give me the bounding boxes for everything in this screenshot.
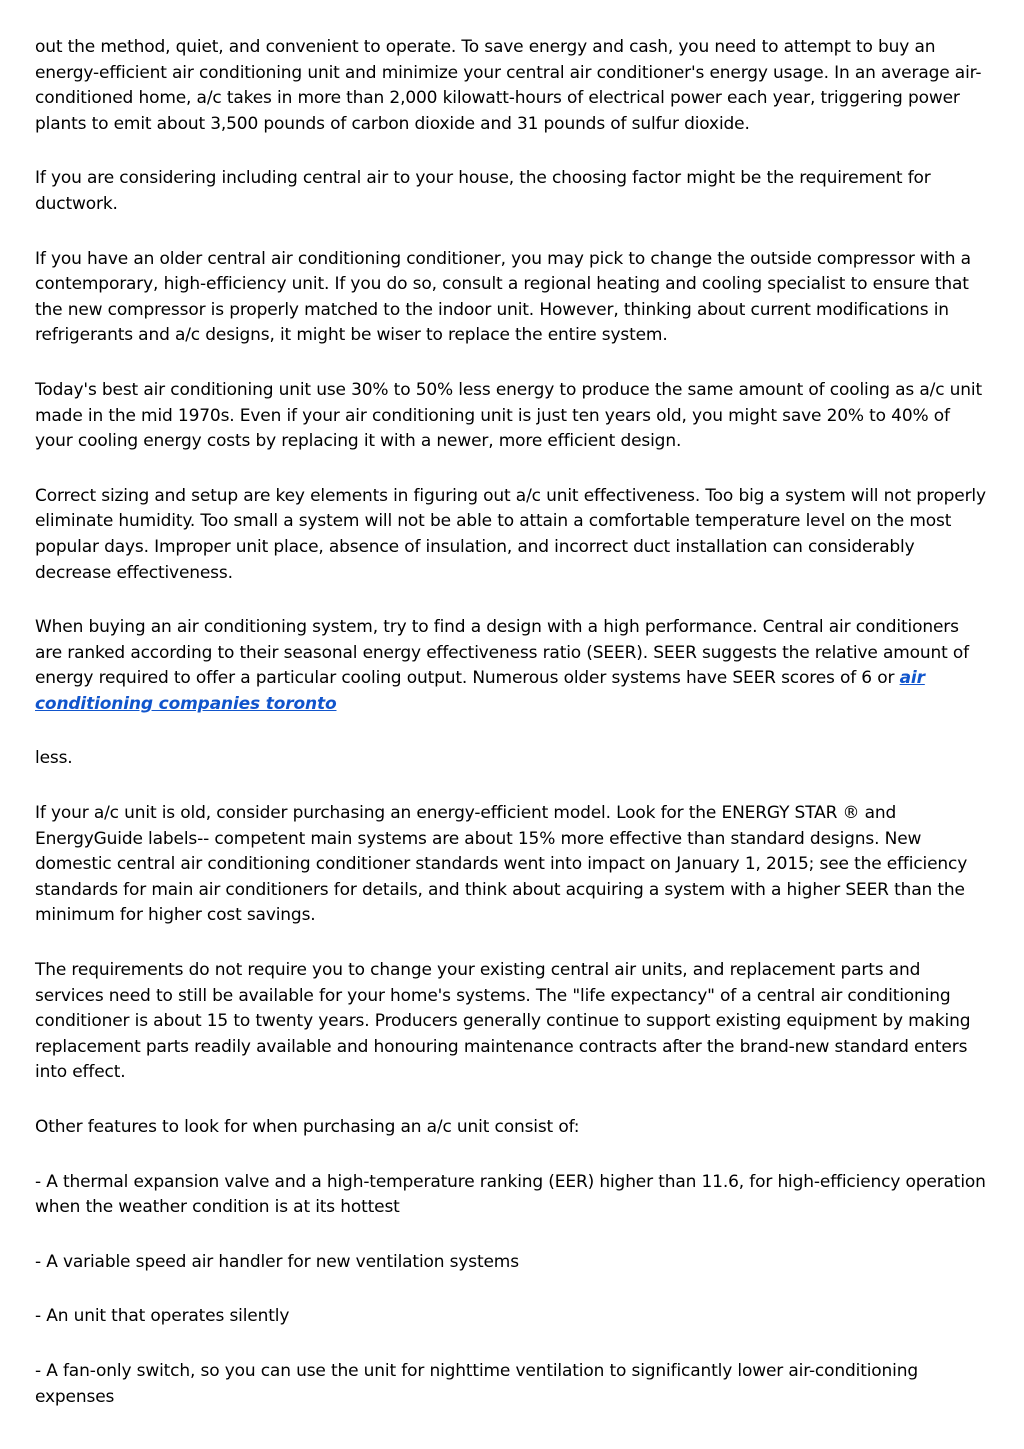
list-item-silent-unit: - An unit that operates silently bbox=[35, 1306, 290, 1327]
paragraph-energy-star: If your a/c unit is old, consider purchasing an energy-efficient model. Look for the ENERGY STAR ® and EnergyGuide labels-- competent main systems are about 15% more effective than standard designs. New domestic central air conditioning conditioner standards went into impact on January 1, 2015; see the efficiency standards for main air conditioners for details, and think about acquiring a system with a higher SEER than the minimum for higher cost savings. bbox=[35, 803, 968, 926]
document-body bbox=[35, 35, 989, 1439]
paragraph-sizing: Correct sizing and setup are key elements in figuring out a/c unit effectiveness. Too big a system will not properly eliminate humidity. Too small a system will not be able to attain a comfortable temperature level on the most popular days. Improper unit place, absence of insulation, and incorrect duct installation can considerably decrease effectiveness. bbox=[35, 485, 986, 583]
list-item-expansion-valve: - A thermal expansion valve and a high-temperature ranking (EER) higher than 11.6, for high-efficiency operation when the weather condition is at its hottest bbox=[35, 1171, 986, 1218]
paragraph-features-intro: Other features to look for when purchasing an a/c unit consist of: bbox=[35, 1117, 580, 1137]
paragraph-less: less. bbox=[35, 748, 73, 769]
paragraph-seer-text: When buying an air conditioning system, try to find a design with a high performance. Central air conditioners are ranked according to their seasonal energy effectiveness ratio (SEER). SEER suggests the relative amount of energy required to offer a particular cooling output. Numerous older systems have SEER scores of 6 or bbox=[35, 617, 969, 689]
paragraph-ductwork: If you are considering including central air to your house, the choosing factor might be the requirement for ductwork. bbox=[35, 168, 931, 214]
paragraph-intro: out the method, quiet, and convenient to operate. To save energy and cash, you need to attempt to buy an energy-efficient air conditioning unit and minimize your central air conditioner's energy usage. In an average air-conditioned home, a/c takes in more than 2,000 kilowatt-hours of electrical power each year, triggering power plants to emit about 3,500 pounds of carbon dioxide and 31 pounds of sulfur dioxide. bbox=[35, 37, 982, 134]
paragraph-older-conditioner: If you have an older central air conditioning conditioner, you may pick to change the outside compressor with a contemporary, high-efficiency unit. If you do so, consult a regional heating and cooling specialist to ensure that the new compressor is properly matched to the indoor unit. However, thinking about current modifications in refrigerants and a/c designs, it might be wiser to replace the entire system. bbox=[35, 248, 971, 346]
list-item-air-handler: - A variable speed air handler for new ventilation systems bbox=[35, 1251, 519, 1272]
paragraph-energy-savings: Today's best air conditioning unit use 30% to 50% less energy to produce the same amount of cooling as a/c unit made in the mid 1970s. Even if your air conditioning unit is just ten years old, you might save 20% to 40% of your cooling energy costs by replacing it with a newer, more efficient design. bbox=[35, 379, 982, 452]
paragraph-requirements: The requirements do not require you to change your existing central air units, and replacement parts and services need to still be available for your home's systems. The "life expectancy" of a central air conditioning conditioner is about 15 to twenty years. Producers generally continue to support existing equipment by making replacement parts readily available and honouring maintenance contracts after the brand-new standard enters into effect. bbox=[35, 960, 971, 1083]
ac-companies-link[interactable]: air conditioning companies toronto bbox=[35, 668, 925, 714]
paragraph-seer bbox=[35, 615, 989, 717]
list-item-fan-switch: - A fan-only switch, so you can use the unit for nighttime ventilation to significantly lower air-conditioning expenses bbox=[35, 1360, 919, 1407]
